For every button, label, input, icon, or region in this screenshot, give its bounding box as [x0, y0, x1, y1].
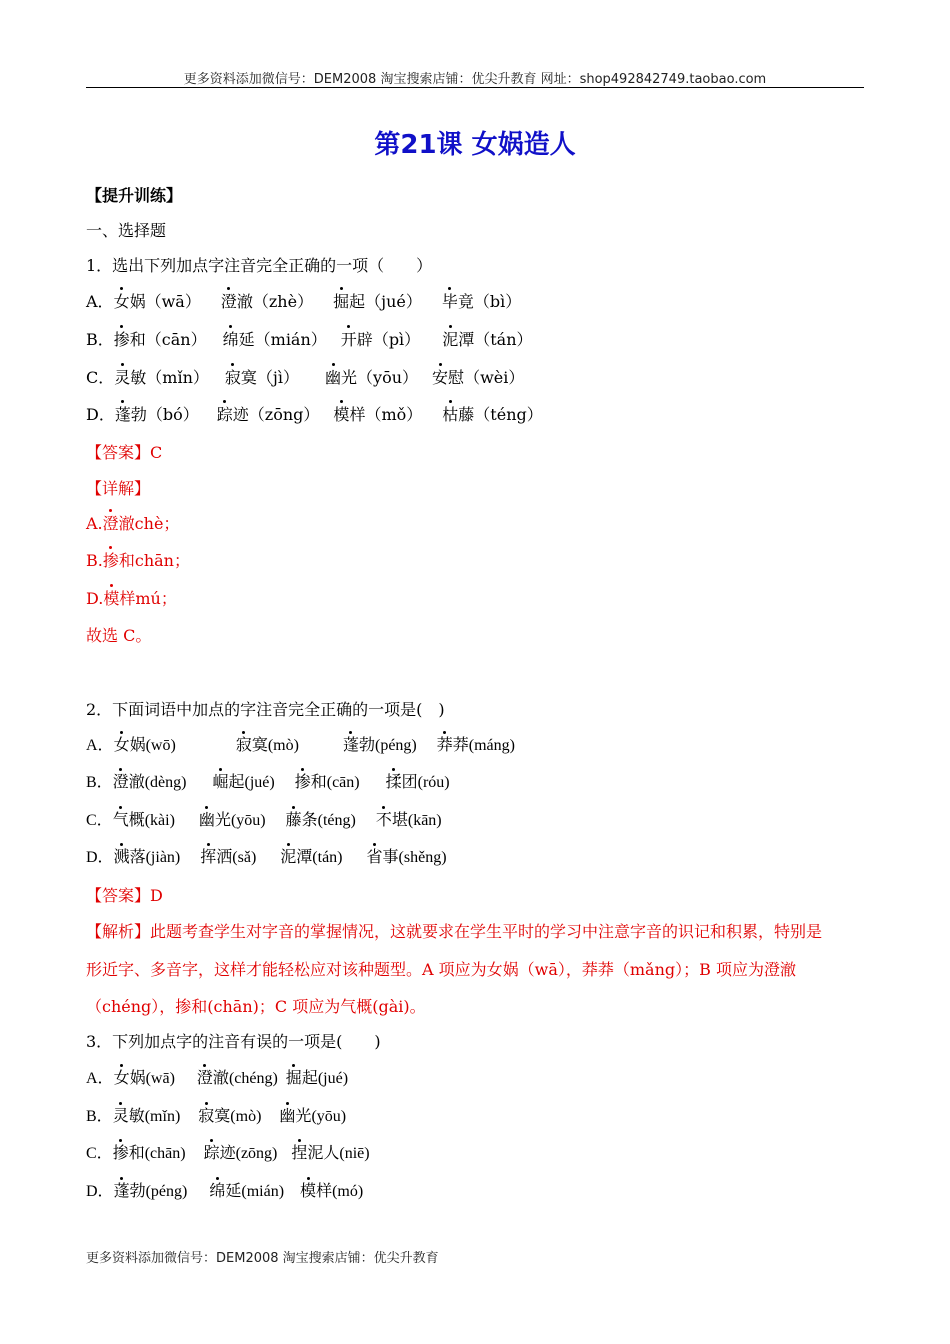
text-segment: 澈: [118, 514, 135, 533]
pinyin: （jì）: [256, 368, 300, 387]
pinyin: (jiàn): [145, 849, 181, 866]
word-char: 光: [295, 1108, 312, 1125]
dotted-char: 开: [340, 330, 357, 349]
q1-option-a: [86, 291, 521, 313]
word-char: 莽: [452, 737, 469, 754]
word-char: 寞: [251, 737, 268, 754]
text-segment: chān；: [134, 551, 190, 570]
q2-analysis-line1: 【解析】此题考查学生对字音的掌握情况，这就要求在学生平时的学习中注意字音的识记和积累，特别是: [86, 922, 823, 941]
option-label: D.: [86, 589, 104, 608]
word-char: 起: [228, 774, 245, 791]
pinyin: （pì）: [372, 330, 421, 349]
dotted-char: 掺: [295, 772, 311, 794]
text-segment: chè；: [134, 514, 180, 533]
pinyin: (jué): [317, 1070, 349, 1087]
pinyin: (téng): [317, 812, 356, 829]
pinyin: （wā）: [145, 292, 201, 311]
dotted-char: 模: [333, 405, 350, 424]
word-char: 辟: [356, 330, 373, 349]
dotted-char: 蓬: [114, 405, 131, 424]
dotted-char: 莽: [437, 735, 453, 757]
dotted-char: 泥: [442, 330, 459, 349]
dotted-char: 气: [113, 810, 129, 832]
pinyin: (mó): [332, 1183, 364, 1200]
q1-stem: 1．选出下列加点字注音完全正确的一项（ ）: [86, 256, 433, 275]
dotted-char: 捏: [291, 1143, 307, 1165]
section-heading: 【提升训练】: [86, 186, 183, 205]
dotted-char: 枯: [442, 405, 459, 424]
pinyin: （bì）: [473, 292, 522, 311]
dotted-char: 挥: [200, 847, 216, 869]
dotted-char: 踪: [204, 1143, 220, 1165]
q2-answer: 【答案】D: [86, 886, 163, 905]
pinyin: （jué）: [365, 292, 422, 311]
dotted-char: 灵: [113, 1106, 129, 1128]
dotted-char: 幽: [325, 368, 342, 387]
q1-option-c: [86, 367, 524, 389]
q2-option-c: [86, 810, 442, 832]
word-char: 光: [341, 368, 358, 387]
q1-detail-d: [86, 588, 177, 610]
word-char: 条: [301, 812, 318, 829]
q1-option-b: [86, 329, 533, 351]
pinyin: (dèng): [144, 774, 187, 791]
word-char: 澈: [212, 1070, 229, 1087]
pinyin: (chéng): [228, 1070, 278, 1087]
option-label: D．: [86, 405, 115, 424]
q2-option-b: [86, 772, 450, 794]
text-segment: 和: [118, 551, 135, 570]
word-char: 样: [316, 1183, 333, 1200]
q1-answer: 【答案】C: [86, 443, 163, 462]
word-char: 和: [310, 774, 327, 791]
dotted-char: 掘: [286, 1068, 302, 1090]
q3-option-b: [86, 1106, 346, 1128]
dotted-char: 幽: [199, 810, 215, 832]
pinyin: （yōu）: [357, 368, 419, 387]
option-label: C．: [86, 368, 115, 387]
pinyin: (wā): [145, 1070, 175, 1087]
page-footer: 更多资料添加微信号：DEM2008 淘宝搜索店铺：优尖升教育: [86, 1251, 439, 1266]
dotted-char: 女: [113, 292, 130, 311]
option-label: B．: [86, 774, 113, 791]
pinyin: (wō): [145, 737, 176, 754]
pinyin: （mǒ）: [365, 405, 423, 424]
word-char: 和: [128, 1145, 145, 1162]
option-label: B．: [86, 330, 114, 349]
pinyin: （téng）: [474, 405, 543, 424]
pinyin: （cān）: [145, 330, 207, 349]
page-header: 更多资料添加微信号：DEM2008 淘宝搜索店铺：优尖升教育 网址：shop492842749.taobao.com: [183, 72, 767, 87]
dotted-char: 藤: [286, 810, 302, 832]
q2-stem: 2．下面词语中加点的字注音完全正确的一项是( ): [86, 700, 445, 719]
word-char: 勃: [129, 1183, 146, 1200]
header-rule: [86, 87, 864, 88]
word-char: 慰: [448, 368, 465, 387]
pinyin: (máng): [468, 737, 515, 754]
pinyin: (zōng): [235, 1145, 278, 1162]
word-char: 寞: [214, 1108, 231, 1125]
word-char: 澈: [128, 774, 145, 791]
q1-option-d: [86, 404, 543, 426]
word-char: 起: [349, 292, 366, 311]
dotted-char: 蓬: [343, 735, 359, 757]
q2-option-d: [86, 847, 447, 869]
dotted-char: 掺: [102, 551, 119, 570]
q2-analysis-line2: 形近字、多音字，这样才能轻松应对该种题型。A 项应为女娲（wā），莽莽（mǎng）；B 项应为澄澈: [86, 960, 796, 979]
pinyin: (róu): [417, 774, 450, 791]
dotted-char: 溅: [114, 847, 130, 869]
dotted-char: 掘: [333, 292, 350, 311]
word-char: 娲: [129, 1070, 146, 1087]
pinyin: (kān): [407, 812, 442, 829]
option-label: C．: [86, 1145, 113, 1162]
pinyin: (yōu): [230, 812, 266, 829]
dotted-char: 寂: [236, 735, 252, 757]
option-label: D．: [86, 849, 114, 866]
dotted-char: 女: [114, 735, 130, 757]
word-char: 落: [129, 849, 146, 866]
dotted-char: 踪: [216, 405, 233, 424]
dotted-char: 蓬: [114, 1181, 130, 1203]
word-char: 寞: [240, 368, 257, 387]
word-char: 敏: [130, 368, 147, 387]
pinyin: (cān): [326, 774, 360, 791]
q3-option-c: [86, 1143, 370, 1165]
dotted-char: 幽: [279, 1106, 295, 1128]
q1-conclusion: 故选 C。: [86, 626, 152, 645]
dotted-char: 澄: [113, 772, 129, 794]
q1-detail-b: [86, 550, 190, 572]
option-label: A.: [86, 514, 103, 533]
word-char: 泥人: [307, 1145, 340, 1162]
word-char: 起: [301, 1070, 318, 1087]
pinyin: (mò): [267, 737, 299, 754]
option-label: A．: [86, 737, 114, 754]
dotted-char: 澄: [102, 514, 119, 533]
word-char: 和: [129, 330, 146, 349]
pinyin: (kài): [144, 812, 175, 829]
pinyin: (péng): [374, 737, 417, 754]
q2-option-a: [86, 735, 515, 757]
pinyin: （tán）: [474, 330, 533, 349]
dotted-char: 揉: [386, 772, 402, 794]
dotted-char: 绵: [209, 1181, 225, 1203]
dotted-char: 省: [367, 847, 383, 869]
q1-detail-heading: 【详解】: [86, 479, 151, 498]
word-char: 迹: [232, 405, 249, 424]
pinyin: （wèi）: [464, 368, 525, 387]
pinyin: （zhè）: [252, 292, 314, 311]
dotted-char: 模: [300, 1181, 316, 1203]
pinyin: (mián): [241, 1183, 285, 1200]
word-char: 勃: [358, 737, 375, 754]
dotted-char: 崛: [212, 772, 228, 794]
word-char: 娲: [129, 292, 146, 311]
word-char: 竟: [457, 292, 474, 311]
dotted-char: 模: [103, 589, 120, 608]
dotted-char: 寂: [198, 1106, 214, 1128]
dotted-char: 掺: [113, 330, 130, 349]
option-label: B.: [86, 551, 103, 570]
pinyin: （bó）: [146, 405, 199, 424]
option-label: D．: [86, 1183, 114, 1200]
word-char: 堪: [391, 812, 408, 829]
dotted-char: 安: [432, 368, 449, 387]
word-char: 藤: [458, 405, 475, 424]
pinyin: (shěng): [398, 849, 447, 866]
pinyin: (péng): [145, 1183, 188, 1200]
dotted-char: 灵: [114, 368, 131, 387]
word-char: 澈: [236, 292, 253, 311]
pinyin: (yōu): [311, 1108, 347, 1125]
word-char: 样: [349, 405, 366, 424]
dotted-char: 泥: [280, 847, 296, 869]
dotted-char: 毕: [441, 292, 458, 311]
pinyin: (chān): [144, 1145, 186, 1162]
dotted-char: 绵: [222, 330, 239, 349]
option-label: B．: [86, 1108, 113, 1125]
pinyin: (jué): [244, 774, 275, 791]
option-label: C．: [86, 812, 113, 829]
q1-detail-a: [86, 513, 179, 535]
word-char: 迹: [219, 1145, 236, 1162]
pinyin: (sǎ): [232, 849, 257, 866]
pinyin: （mián）: [254, 330, 327, 349]
text-segment: mú；: [135, 589, 177, 608]
q3-option-d: [86, 1181, 363, 1203]
q3-option-a: [86, 1068, 348, 1090]
word-char: 延: [225, 1183, 242, 1200]
option-label: A．: [86, 1070, 114, 1087]
pinyin: （zōng）: [248, 405, 320, 424]
word-char: 团: [401, 774, 418, 791]
q2-analysis-line3: （chéng），掺和(chān)；C 项应为气概(gài)。: [86, 997, 426, 1016]
word-char: 敏: [128, 1108, 145, 1125]
word-char: 潭: [458, 330, 475, 349]
pinyin: (tán): [312, 849, 343, 866]
lesson-title: 第21课 女娲造人: [374, 130, 576, 160]
pinyin: (mǐn): [144, 1108, 181, 1125]
text-segment: 样: [119, 589, 136, 608]
dotted-char: 寂: [224, 368, 241, 387]
word-char: 潭: [296, 849, 313, 866]
word-char: 洒: [216, 849, 233, 866]
word-char: 事: [382, 849, 399, 866]
word-char: 概: [128, 812, 145, 829]
dotted-char: 女: [114, 1068, 130, 1090]
dotted-char: 掺: [113, 1143, 129, 1165]
dotted-char: 澄: [197, 1068, 213, 1090]
pinyin: （mǐn）: [146, 368, 209, 387]
word-char: 娲: [129, 737, 146, 754]
part-heading: 一、选择题: [86, 221, 167, 240]
pinyin: (mò): [230, 1108, 262, 1125]
q3-stem: 3．下列加点字的注音有误的一项是( ): [86, 1032, 381, 1051]
dotted-char: 澄: [220, 292, 237, 311]
option-label: A．: [86, 292, 114, 311]
pinyin: (niē): [339, 1145, 370, 1162]
word-char: 延: [238, 330, 255, 349]
dotted-char: 不: [376, 810, 392, 832]
word-char: 勃: [130, 405, 147, 424]
word-char: 光: [214, 812, 231, 829]
